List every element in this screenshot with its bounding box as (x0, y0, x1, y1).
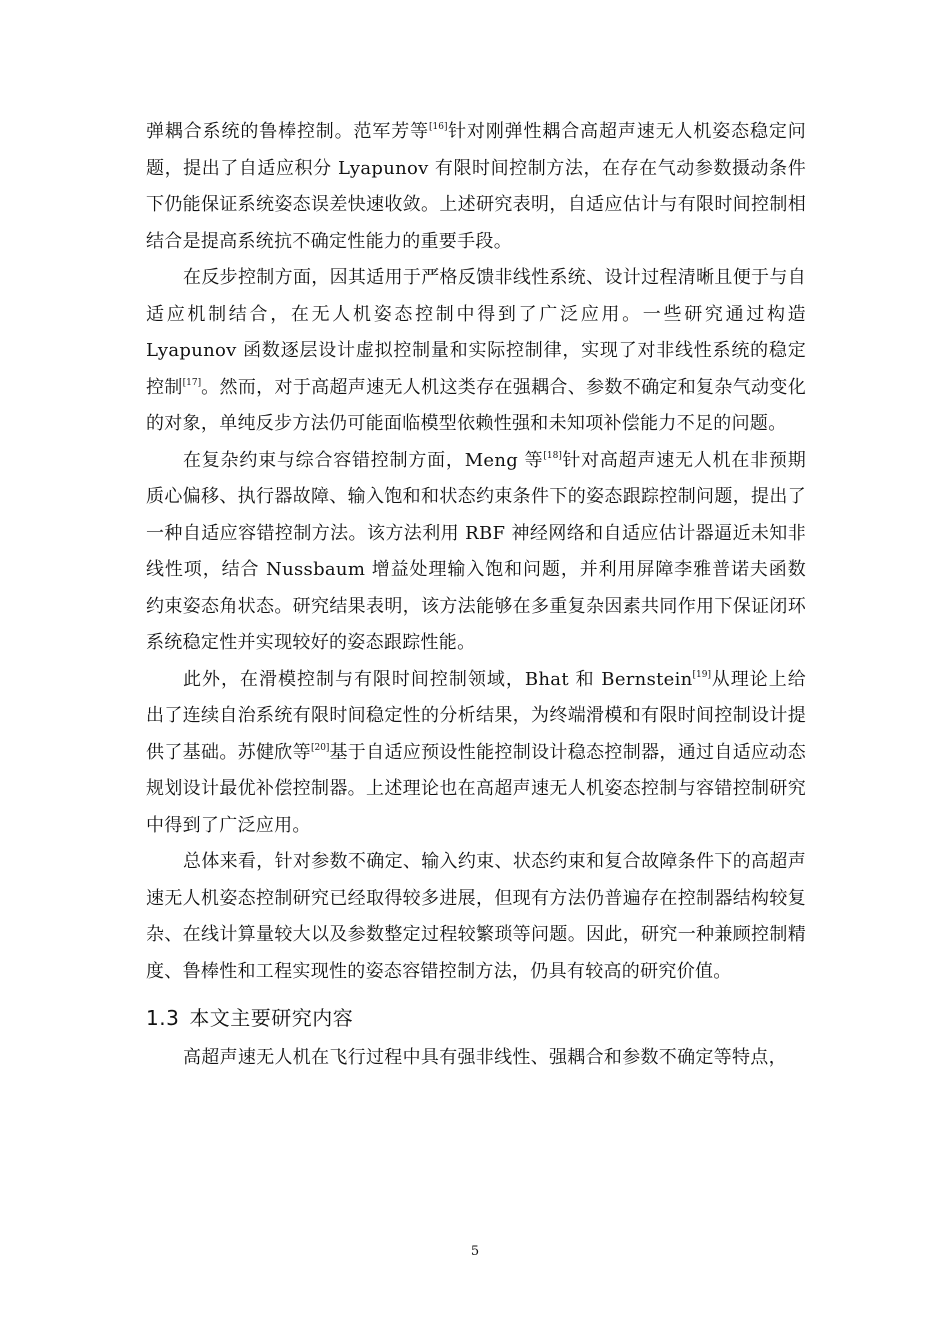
section-number: 1.3 (146, 1006, 180, 1030)
paragraph-text: 在反步控制方面，因其适用于严格反馈非线性系统、设计过程清晰且便于与自适应机制结合，在无人机姿态控制中得到了广泛应用。一些研究通过构造 Lyapunov 函数逐层设计虚拟控制量和实际控制律，实现了对非线性系统的稳定控制 (146, 267, 806, 398)
paragraph-text: 针对刚弹性耦合高超声速无人机姿态稳定问题，提出了自适应积分 Lyapunov 有限时间控制方法，在存在气动参数摄动条件下仍能保证系统姿态误差快速收敛。上述研究表明，自适应估计与有限时间控制相结合是提高系统抗不确定性能力的重要手段。 (146, 121, 807, 252)
paragraph-text: 高超声速无人机在飞行过程中具有强非线性、强耦合和参数不确定等特点， (183, 1047, 787, 1068)
paragraph-text: 弹耦合系统的鲁棒控制。范军芳等 (146, 121, 430, 142)
body-text (146, 114, 806, 1077)
paragraph-4 (146, 662, 806, 845)
paragraph-text: 总体来看，针对参数不确定、输入约束、状态约束和复合故障条件下的高超声速无人机姿态控制研究已经取得较多进展，但现有方法仍普遍存在控制器结构较复杂、在线计算量较大以及参数整定过程较繁琐等问题。因此，研究一种兼顾控制精度、鲁棒性和工程实现性的姿态容错控制方法，仍具有较高的研究价值。 (146, 851, 806, 982)
paragraph-text: 基于自适应预设性能控制设计稳态控制器，通过自适应动态规划设计最优补偿控制器。上述理论也在高超声速无人机姿态控制与容错控制研究中得到了广泛应用。 (146, 741, 806, 836)
paragraph-1 (146, 114, 806, 260)
citation-19: [19] (692, 669, 712, 680)
paragraph-text: 在复杂约束与综合容错控制方面，Meng 等 (183, 449, 544, 471)
citation-20: [20] (310, 742, 330, 753)
paragraph-3 (146, 443, 806, 662)
citation-17: [17] (182, 377, 202, 388)
paragraph-text: 从理论上给出了连续自治系统有限时间稳定性的分析结果，为终端滑模和有限时间控制设计提供了基础。苏健欣等 (146, 668, 806, 763)
paragraph-text: 针对高超声速无人机在非预期质心偏移、执行器故障、输入饱和和状态约束条件下的姿态跟踪控制问题，提出了一种自适应容错控制方法。该方法利用 RBF 神经网络和自适应估计器逼近未知非线性项，结合 Nussbaum 增益处理输入饱和问题，并利用屏障李雅普诺夫函数约束姿态角状态。研究结果表明，该方法能够在多重复杂因素共同作用下保证闭环系统稳定性并实现较好的姿态跟踪性能。 (146, 449, 806, 653)
citation-16: [16] (429, 122, 448, 132)
section-title: 本文主要研究内容 (189, 1006, 354, 1030)
section-heading (146, 996, 806, 1040)
paragraph-text: 此外，在滑模控制与有限时间控制领域，Bhat 和 Bernstein (183, 668, 693, 690)
paragraph-6 (146, 1040, 806, 1077)
paragraph-text: 。然而，对于高超声速无人机这类存在强耦合、参数不确定和复杂气动变化的对象，单纯反步方法仍可能面临模型依赖性强和未知项补偿能力不足的问题。 (146, 376, 806, 434)
paragraph-2 (146, 260, 806, 443)
citation-18: [18] (543, 450, 562, 461)
paragraph-5 (146, 844, 806, 990)
page-number: 5 (470, 1244, 480, 1259)
